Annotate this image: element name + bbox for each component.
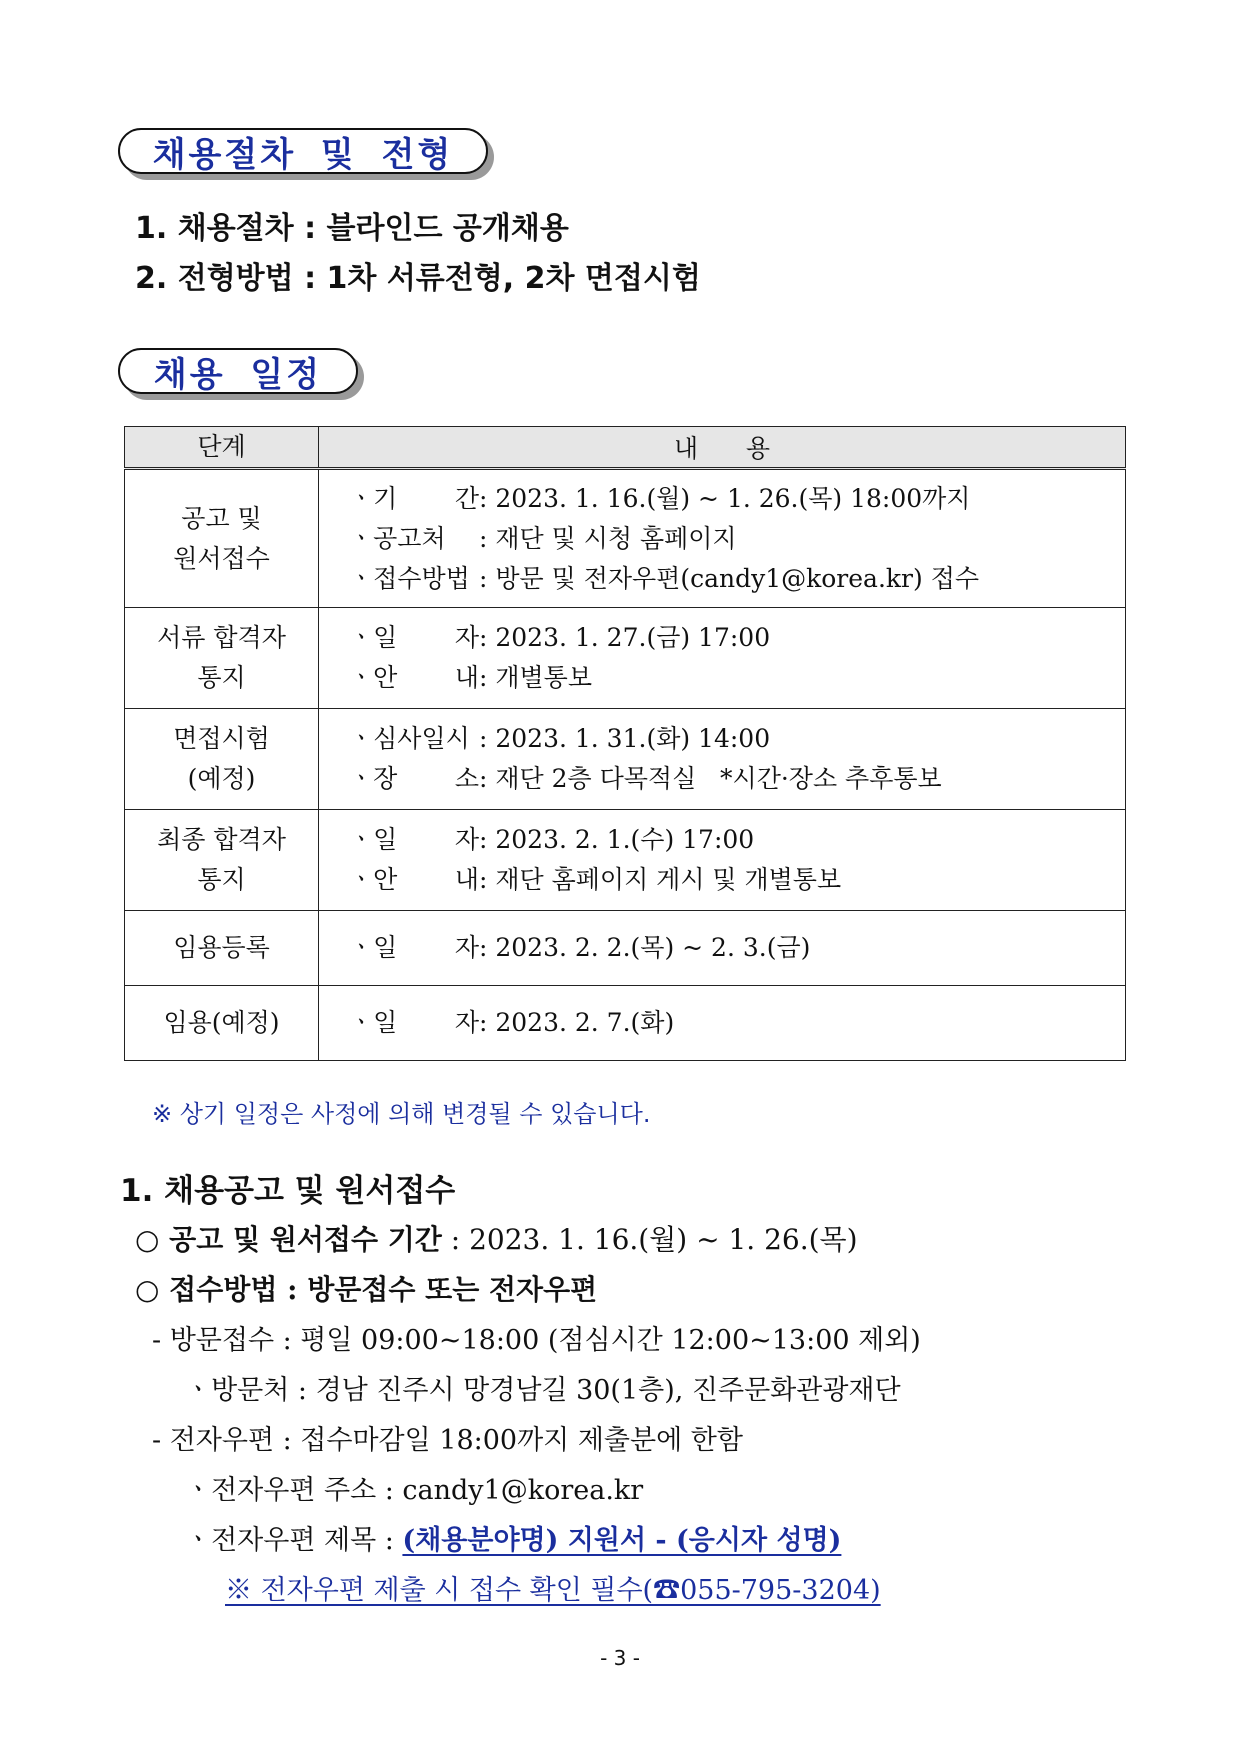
table-row — [125, 709, 1126, 810]
email-subject-value: (채용분야명) 지원서 - (응시자 성명) — [402, 1525, 842, 1556]
content-cell — [319, 986, 1126, 1061]
item-key: ㆍ기 간 — [349, 483, 479, 513]
stage-line: 서류 합격자 — [157, 623, 286, 652]
stage-cell — [125, 810, 319, 911]
item-value: : 2023. 1. 31.(화) 14:00 — [479, 724, 771, 753]
content-item — [349, 658, 1125, 698]
stage-cell — [125, 469, 319, 608]
item-value: : 개별통보 — [479, 663, 592, 692]
table-row — [125, 810, 1126, 911]
section-header-schedule-text: 채용 일정 — [153, 354, 323, 395]
content-item — [349, 618, 1125, 658]
section-header-procedure-text: 채용절차 및 전형 — [152, 134, 454, 175]
item-key: ㆍ일 자 — [349, 933, 479, 962]
stage-line: 원서접수 — [173, 543, 270, 573]
visit-application: - 방문접수 : 평일 09:00~18:00 (점심시간 12:00~13:00 제외) — [152, 1325, 921, 1356]
email-confirm-note: ※ 전자우편 제출 시 접수 확인 필수(☎055-795-3204) — [225, 1575, 881, 1606]
content-item — [349, 759, 1125, 799]
stage-cell — [125, 709, 319, 810]
application-period — [135, 1218, 858, 1258]
stage-cell — [125, 986, 319, 1061]
content-cell — [319, 911, 1126, 986]
item-value: : 2023. 2. 1.(수) 17:00 — [479, 825, 755, 854]
header-stage: 단계 — [125, 427, 319, 469]
item-key: ㆍ안 내 — [349, 865, 479, 894]
stage-line: 공고 및 — [181, 503, 262, 533]
section-title-application: 1. 채용공고 및 원서접수 — [120, 1173, 456, 1209]
item-key: ㆍ접수방법 — [349, 563, 470, 593]
content-item — [349, 479, 1125, 519]
stage-cell — [125, 608, 319, 709]
stage-line: 임용등록 — [173, 933, 270, 962]
procedure-item-2: 2. 전형방법 : 1차 서류전형, 2차 면접시험 — [135, 261, 701, 296]
content-item — [349, 860, 1125, 900]
page-number: - 3 - — [600, 1646, 640, 1670]
table-row — [125, 911, 1126, 986]
schedule-note: ※ 상기 일정은 사정에 의해 변경될 수 있습니다. — [152, 1100, 651, 1128]
stage-line: 통지 — [197, 865, 246, 894]
stage-cell — [125, 911, 319, 986]
content-item — [349, 719, 1125, 759]
item-value: : 재단 홈페이지 게시 및 개별통보 — [479, 865, 842, 894]
item-key: ㆍ일 자 — [349, 825, 479, 854]
content-item — [349, 928, 1125, 968]
content-cell — [319, 810, 1126, 911]
item-value: : 재단 2층 다목적실 *시간·장소 추후통보 — [479, 764, 942, 793]
email-address: ㆍ전자우편 주소 : candy1@korea.kr — [185, 1475, 644, 1506]
item-key: ㆍ장 소 — [349, 764, 479, 793]
stage-line: 최종 합격자 — [157, 825, 286, 854]
item-value: : 2023. 2. 7.(화) — [479, 1008, 675, 1037]
item-value: : 2023. 2. 2.(목) ~ 2. 3.(금) — [479, 933, 811, 962]
email-subject — [185, 1518, 841, 1557]
stage-line: (예정) — [187, 764, 256, 793]
content-cell — [319, 469, 1126, 608]
email-subject-label: ㆍ전자우편 제목 : — [185, 1525, 403, 1556]
item-key: ㆍ안 내 — [349, 663, 479, 692]
application-period-label: ○ 공고 및 원서접수 기간 — [135, 1223, 442, 1256]
item-value: : 방문 및 전자우편(candy1@korea.kr) 접수 — [479, 563, 980, 593]
email-application: - 전자우편 : 접수마감일 18:00까지 제출분에 한함 — [152, 1425, 743, 1456]
item-value: : 재단 및 시청 홈페이지 — [479, 523, 737, 553]
stage-line: 임용(예정) — [163, 1008, 280, 1037]
item-key: ㆍ공고처 — [349, 523, 446, 553]
header-content: 내 용 — [319, 427, 1126, 469]
visit-place: ㆍ방문처 : 경남 진주시 망경남길 30(1층), 진주문화관광재단 — [185, 1375, 901, 1406]
item-key: ㆍ일 자 — [349, 623, 479, 652]
application-period-value: : 2023. 1. 16.(월) ~ 1. 26.(목) — [441, 1223, 858, 1256]
stage-line: 면접시험 — [173, 724, 270, 753]
content-item — [349, 1003, 1125, 1043]
content-cell — [319, 709, 1126, 810]
table-row — [125, 986, 1126, 1061]
table-row — [125, 469, 1126, 608]
item-value: : 2023. 1. 27.(금) 17:00 — [479, 623, 771, 652]
application-method: ○ 접수방법 : 방문접수 또는 전자우편 — [135, 1273, 598, 1306]
content-cell — [319, 608, 1126, 709]
item-key: ㆍ일 자 — [349, 1008, 479, 1037]
table-row — [125, 608, 1126, 709]
table-header-row — [125, 427, 1126, 469]
section-header-procedure — [118, 128, 488, 174]
item-value: : 2023. 1. 16.(월) ~ 1. 26.(목) 18:00까지 — [479, 483, 971, 513]
section-header-schedule — [118, 348, 358, 394]
schedule-table — [124, 426, 1126, 1061]
content-item — [349, 559, 1125, 599]
content-item — [349, 820, 1125, 860]
content-item — [349, 519, 1125, 559]
procedure-item-1: 1. 채용절차 : 블라인드 공개채용 — [135, 211, 569, 246]
item-key: ㆍ심사일시 — [349, 724, 470, 753]
stage-line: 통지 — [197, 663, 246, 692]
